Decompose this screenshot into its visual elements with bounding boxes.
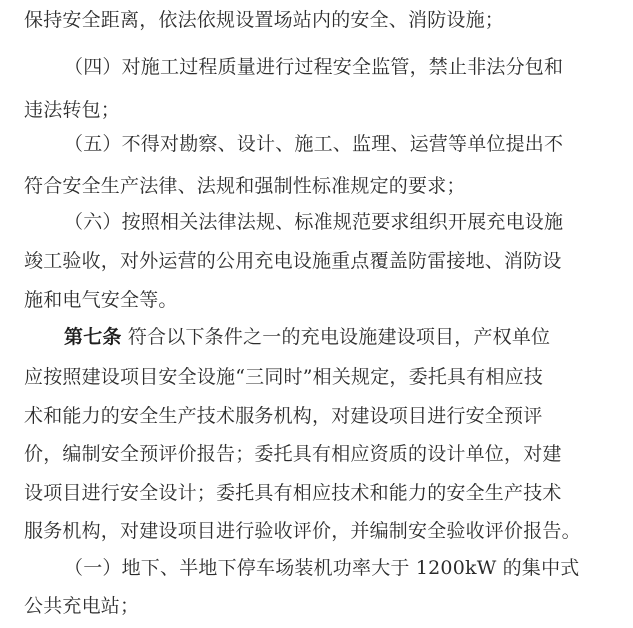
text-line: （六）按照相关法律法规、标准规范要求组织开展充电设施 bbox=[64, 211, 564, 233]
text-line: 保持安全距离，依法依规设置场站内的安全、消防设施； bbox=[24, 9, 505, 31]
text-line: 违法转包； bbox=[24, 99, 121, 121]
text-line: （五）不得对勘察、设计、施工、监理、运营等单位提出不 bbox=[64, 133, 564, 155]
text-line: （四）对施工过程质量进行过程安全监管，禁止非法分包和 bbox=[64, 56, 564, 78]
text-line: 施和电气安全等。 bbox=[24, 289, 178, 311]
text-line: 符合安全生产法律、法规和强制性标准规定的要求； bbox=[24, 175, 466, 197]
text-line: 竣工验收，对外运营的公用充电设施重点覆盖防雷接地、消防设 bbox=[24, 250, 562, 272]
text-line: 服务机构，对建设项目进行验收评价，并编制安全验收评价报告。 bbox=[24, 520, 581, 542]
article-line-text: 符合以下条件之一的充电设施建设项目，产权单位 bbox=[127, 326, 551, 348]
text-line: 设项目进行安全设计；委托具有相应技术和能力的安全生产技术 bbox=[24, 482, 562, 504]
text-line: 公共充电站； bbox=[24, 595, 140, 617]
text-line: 术和能力的安全生产技术服务机构，对建设项目进行安全预评 bbox=[24, 405, 543, 427]
text-line: 应按照建设项目安全设施“三同时”相关规定，委托具有相应技 bbox=[24, 366, 544, 388]
text-line: （一）地下、半地下停车场装机功率大于 1200kW 的集中式 bbox=[64, 557, 580, 579]
article-heading: 第七条 bbox=[64, 326, 122, 348]
text-line: 价，编制安全预评价报告；委托具有相应资质的设计单位，对建 bbox=[24, 443, 562, 465]
article-line bbox=[64, 325, 550, 349]
